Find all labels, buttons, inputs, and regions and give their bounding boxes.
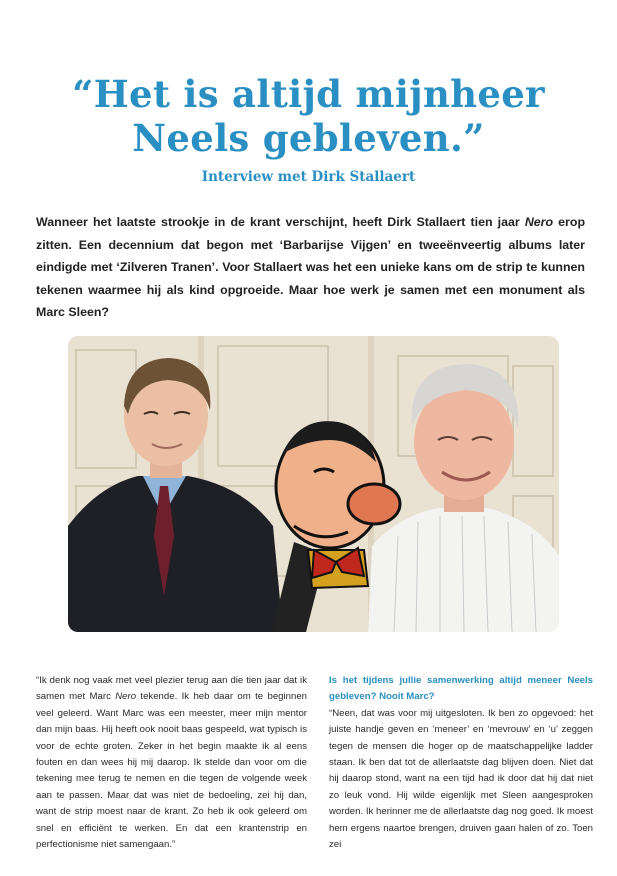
left-nero-italic: Nero: [115, 691, 137, 703]
article-subtitle: Interview met Dirk Stallaert: [201, 169, 416, 185]
intro-text-part2: erop zitten. Een decennium dat begon met ‘Barbarijse Vijgen’ en tweeënveertig albums later eindigde met ‘Zilveren Tranen’. Voor Stallaert was het een unieke kans om de strip te kunnen tekenen waarmee hij als kind opgroeide. Maar hoe werk je samen met een monument als Marc Sleen?: [36, 215, 586, 319]
left-text-part2: tekende. Ik heb daar om te beginnen veel geleerd. Want Marc was een meester, meer mijn mentor dan mijn baas. Hij heeft ook nooit baas gespeeld, wat typisch is voor de echte groten. Zeker in het begin maakte ik al eens fouten en dan wees hij mij daarop. Ik stelde dan voor om die tekening mee terug te nemen en die tegen de volgende week aan te passen. Maar dat was niet de bedoeling, zei hij dan, want de strip moest naar de krant. Zo heb ik ook geleerd om snel en efficiënt te werken. En dat een krantenstrip en perfectionisme niet samengaan.”: [36, 691, 307, 851]
photo-illustration: [68, 336, 559, 632]
intro-nero-italic: Nero: [524, 215, 554, 229]
interview-question: Is het tijdens jullie samenwerking altijd meneer Neels gebleven? Nooit Marc?: [329, 675, 593, 703]
right-column: [329, 673, 593, 853]
left-text-part1: “Ik denk nog vaak met veel plezier terug aan die tien jaar dat ik samen met Marc: [36, 675, 307, 703]
article-photo: [68, 336, 559, 632]
left-column-paragraph: [36, 673, 307, 853]
article-title: [40, 72, 577, 160]
intro-text-part1: Wanneer het laatste strookje in de krant verschijnt, heeft Dirk Stallaert tien jaar: [36, 215, 525, 229]
left-column: [36, 673, 307, 853]
interview-answer: “Neen, dat was voor mij uitgesloten. Ik ben zo opgevoed: het juiste handje geven en ‘meneer’ en ‘mevrouw’ en ‘u’ zeggen tegen de mensen die hoger op de maatschappelijke ladder staan. Ik ben dat tot de allerlaatste dag blijven doen. Niet dat hij daarop stond, want na een tijd had ik door dat hij dat niet zo leuk vond. Hij wilde eigenlijk met Sleen aangesproken worden. Ik herinner me de allerlaatste dag nog goed. Ik moest hem ergens naartoe brengen, druiven gaan halen of zo. Toen zei: [329, 707, 593, 851]
intro-paragraph: [36, 211, 585, 324]
title-line-2: Neels gebleven.”: [132, 116, 485, 160]
title-line-1: “Het is altijd mijnheer: [72, 72, 545, 116]
